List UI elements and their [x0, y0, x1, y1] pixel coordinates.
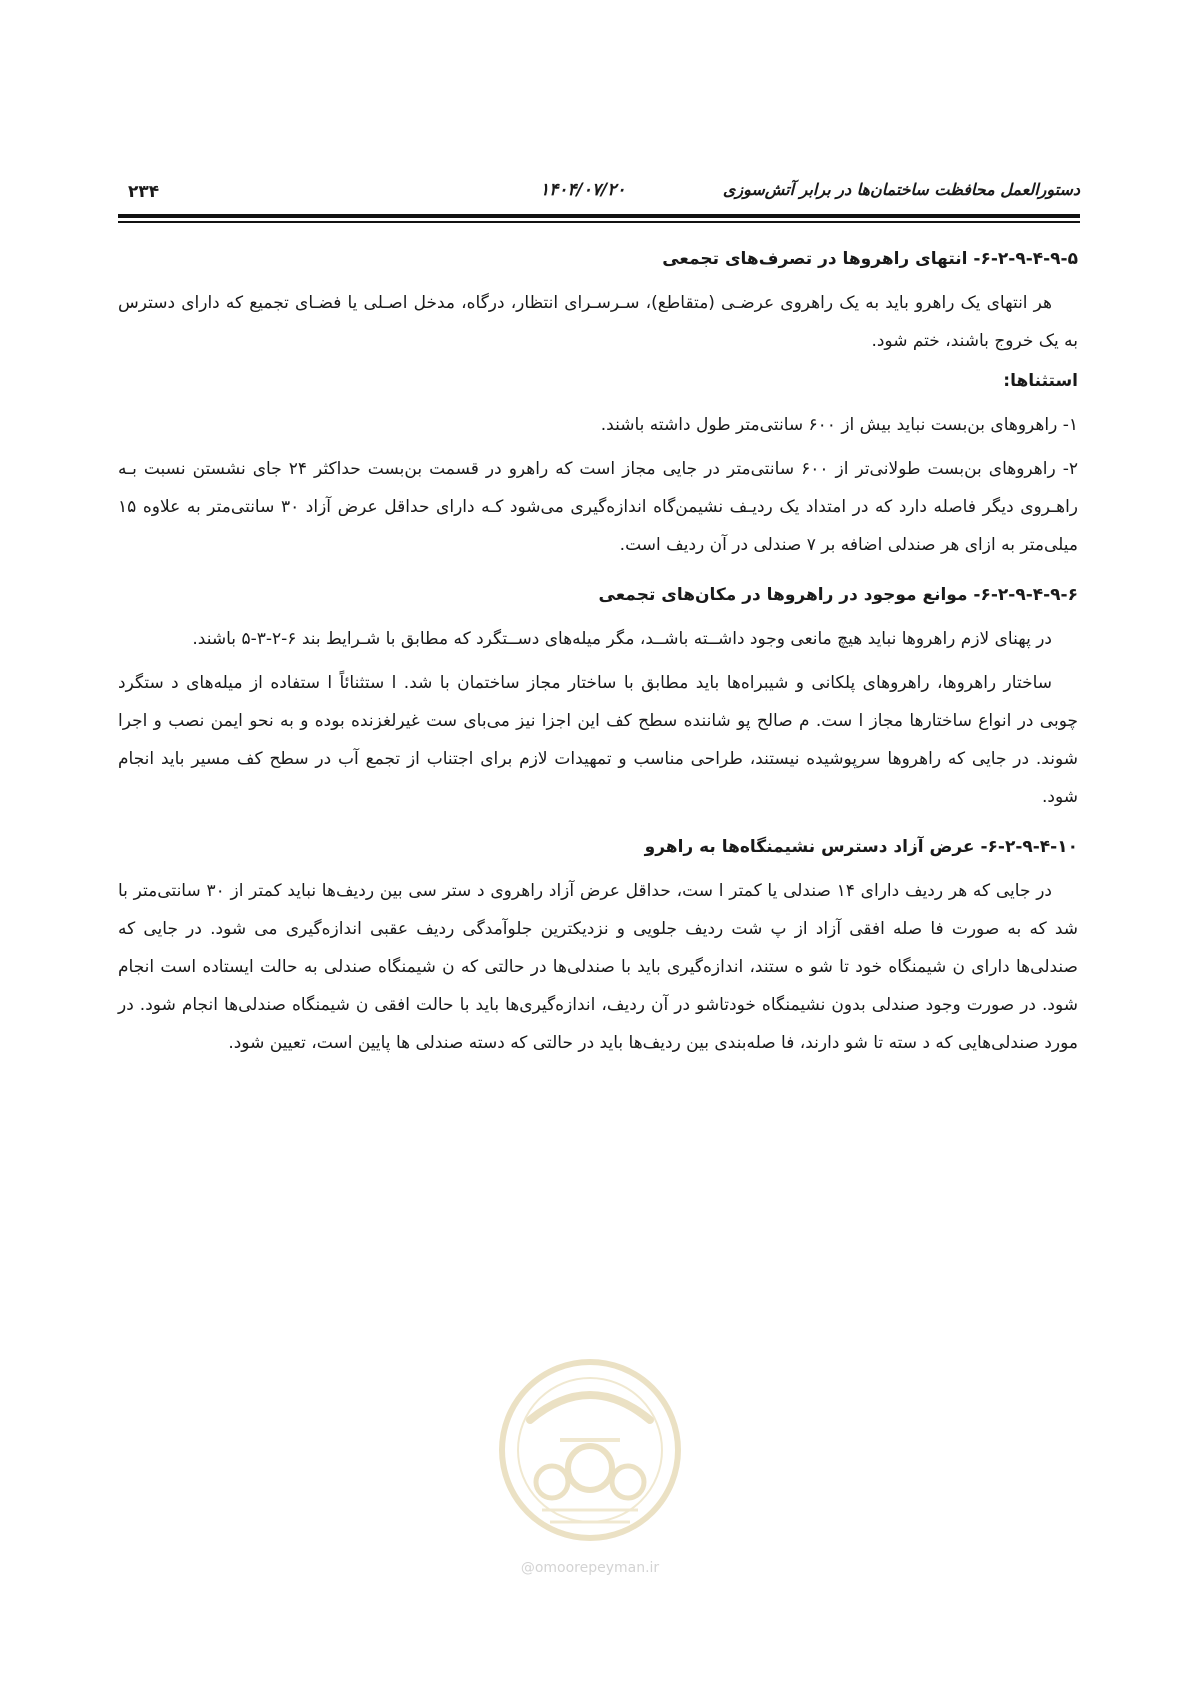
header-rule-thin — [118, 221, 1080, 223]
watermark-seal-icon — [490, 1350, 690, 1550]
section-heading: ۶-۲-۹-۴-۱۰- عرض آزاد دسترس نشیمنگاه‌ها به راهرو — [644, 837, 1078, 857]
watermark-logo — [490, 1350, 690, 1590]
section-paragraph: در پهنای لازم راهروها نباید هیچ مانعی وجود داشــته باشــد، مگر میله‌های دســتگرد که مطابق با شـرایط بند ۶-۲-۳-۵ باشند. — [192, 629, 1052, 649]
page-number: ۲۳۴ — [128, 182, 160, 202]
section-paragraph: هر انتهای یک راهرو باید به یک راهروی عرضـی (متقاطع)، سـرسـرای انتظار، درگاه، مدخل اصـلی یا فضـای تجمیع که دارای دسترس به یک خروج باشند، ختم شود. — [118, 293, 1078, 351]
header-title: دستورالعمل محافظت ساختمان‌ها در برابر آتش‌سوزی — [722, 180, 1080, 199]
section-heading: ۶-۲-۹-۴-۹-۶- موانع موجود در راهروها در مکان‌های تجمعی — [598, 585, 1078, 605]
header-date: ۱۴۰۴/۰۷/۲۰ — [540, 180, 626, 200]
section-paragraph: در جایی که هر ردیف دارای ۱۴ صندلی یا کمتر ا ست، حداقل عرض آزاد راهروی د ستر سی بین ردیف‌ها نباید کمتر از ۳۰ سانتی‌متر با شد که به صورت فا صله افقی آزاد از پ شت ردیف جلویی و نزدیکترین جلوآمدگی ردیف عقبی اندازه‌گیری می شود. در جایی که صندلی‌ها دارای ن شیمنگاه خود تا شو ه ستند، اندازه‌گیری باید با صندلی‌ها در حالتی که ن شیمنگاه صندلی به حالت ایستاده است انجام شود. در صورت وجود صندلی بدون نشیمنگاه خودتاشو در آن ردیف، اندازه‌گیری‌ها باید با حالت افقی ن شیمنگاه صندلی‌ها انجام شود. در مورد صندلی‌هایی که د سته تا شو دارند، فا صله‌بندی بین ردیف‌ها باید در حالتی که دسته صندلی ها پایین است، تعیین شود. — [118, 881, 1078, 1053]
document-body — [118, 240, 1078, 1062]
watermark-url: @omoorepeyman.ir — [520, 1560, 660, 1576]
exception-item: ۱- راهروهای بن‌بست نباید بیش از ۶۰۰ سانتی‌متر طول داشته باشند. — [600, 415, 1078, 435]
exception-item: ۲- راهروهای بن‌بست طولانی‌تر از ۶۰۰ سانتی‌متر در جایی مجاز است که راهرو در قسمت بن‌بست حداکثر ۲۴ جای نشستن نسبت بـه راهـروی دیگر فاصله دارد که در امتداد یک ردیـف نشیمن‌گاه اندازه‌گیری می‌شود کـه دارای حداقل عرض آزاد ۳۰ سانتی‌متر به علاوه ۱۵ میلی‌متر به ازای هر صندلی اضافه بر ۷ صندلی در آن ردیف است. — [118, 459, 1078, 555]
section-paragraph: ساختار راهروها، راهروهای پلکانی و شیبراه‌ها باید مطابق با ساختار مجاز ساختمان با شد. ا ستثنائاً ا ستفاده از میله‌های د ستگرد چوبی در انواع ساختارها مجاز ا ست. م صالح پو شاننده سطح کف این اجزا نیز می‌بای ست غیرلغزنده بوده و به نحو ایمن نصب و اجرا شوند. در جایی که راهروها سرپوشیده نیستند، طراحی مناسب و تمهیدات لازم برای اجتناب از تجمع آب در سطح کف مسیر باید انجام شود. — [118, 673, 1078, 807]
page-header — [120, 170, 1088, 210]
header-rule-thick — [118, 214, 1080, 218]
section-heading: ۶-۲-۹-۴-۹-۵- انتهای راهروها در تصرف‌های تجمعی — [662, 249, 1078, 269]
exceptions-title: استثناها: — [1003, 371, 1078, 391]
